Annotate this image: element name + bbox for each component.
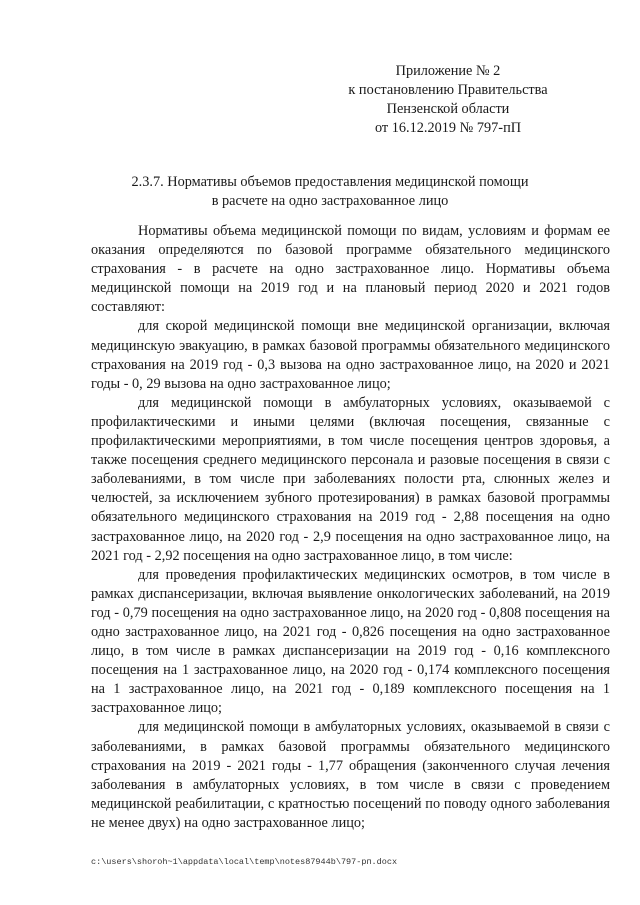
appendix-date: от 16.12.2019 № 797-пП xyxy=(374,120,522,136)
appendix-header xyxy=(318,62,578,138)
appendix-resolution: к постановлению Правительства xyxy=(348,82,548,98)
paragraph-outpatient-preventive: для медицинской помощи в амбулаторных условиях, оказываемой с профилактическими и иными целями (включая посещения, связанные с профилактическими мероприятиями, в том числе посещения центров здоровья, а также посещения среднего медицинского персонала и разовые посещения в связи с заболеваниями, в том числе при заболеваниях полости рта, слюнных желез и челюстей, за исключением зубного протезирования) в рамках базовой программы обязательного медицинского страхования на 2019 год - 2,88 посещения на одно застрахованное лицо, на 2020 год - 2,9 посещения на одно застрахованное лицо, на 2021 год - 2,92 посещения на одно застрахованное лицо, в том числе: xyxy=(91,394,610,564)
section-title xyxy=(70,173,590,211)
paragraph-outpatient-diseases: для медицинской помощи в амбулаторных условиях, оказываемой в связи с заболеваниями, в рамках базовой программы обязательного медицинского страхования на 2019 - 2021 годы - 1,77 обращения (законченного случая лечения заболевания в амбулаторных условиях, в том числе в связи с проведением медицинской реабилитации, с кратностью посещений по поводу одного заболевания не менее двух) на одно застрахованное лицо; xyxy=(91,719,610,831)
paragraph-intro: Нормативы объема медицинской помощи по видам, условиям и формам ее оказания определяются по базовой программе обязательного медицинского страхования - в расчете на одно застрахованное лицо. Нормативы объема медицинской помощи на 2019 год и на плановый период 2020 и 2021 годов составляют: xyxy=(91,223,610,316)
section-title-line-2: в расчете на одно застрахованное лицо xyxy=(211,193,449,209)
paragraph-medical-checkups: для проведения профилактических медицинских осмотров, в том числе в рамках диспансеризации, включая выявление онкологических заболеваний, на 2019 год - 0,79 посещения на одно застрахованное лицо, на 2020 год - 0,808 посещения на одно застрахованное лицо, на 2021 год - 0,826 посещения на одно застрахованное лицо, в том числе в рамках диспансеризации на 2019 год - 0,16 комплексного посещения на 1 застрахованное лицо, на 2020 год - 0,174 комплексного посещения на 1 застрахованное лицо, на 2021 год - 0,189 комплексного посещения на 1 застрахованное лицо; xyxy=(91,566,610,717)
appendix-number: Приложение № 2 xyxy=(395,63,501,79)
paragraph-emergency-care: для скорой медицинской помощи вне медицинской организации, включая медицинскую эвакуацию, в рамках базовой программы обязательного медицинского страхования на 2019 год - 0,3 вызова на одно застрахованное лицо, на 2020 и 2021 годы - 0, 29 вызова на одно застрахованное лицо; xyxy=(91,318,610,392)
appendix-region: Пензенской области xyxy=(386,101,510,117)
document-body xyxy=(91,222,610,833)
section-title-line-1: 2.3.7. Нормативы объемов предоставления медицинской помощи xyxy=(131,174,529,190)
file-path-footer: c:\users\shoroh~1\appdata\local\temp\notes87944b\797-pп.docx xyxy=(91,857,398,867)
